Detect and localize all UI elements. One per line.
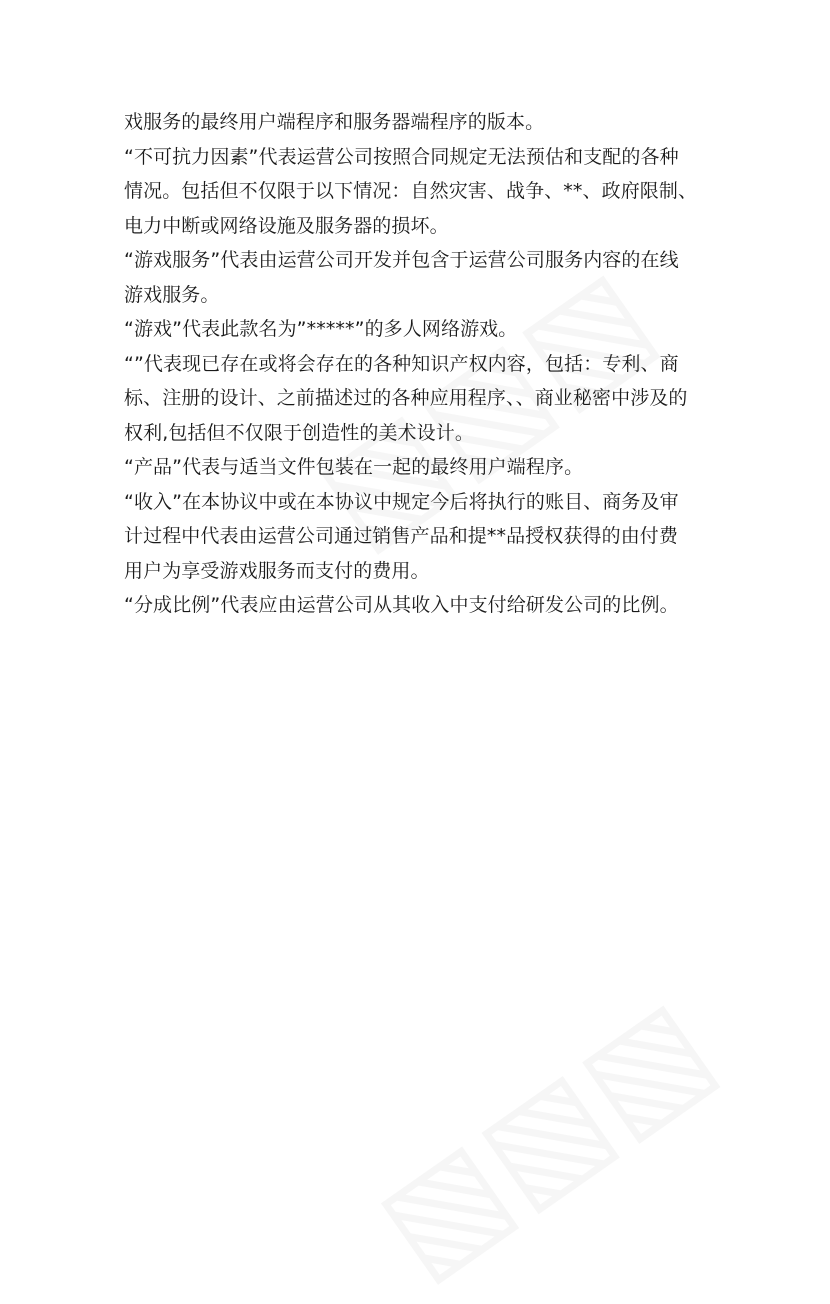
text-line: “收入”在本协议中或在本协议中规定今后将执行的账目、商务及审 [124,490,679,513]
text-line: 戏服务的最终用户端程序和服务器端程序的版本。 [124,111,545,133]
text-line: “分成比例”代表应由运营公司从其收入中支付给研发公司的比例。 [124,594,679,616]
text-line: 计过程中代表由运营公司通过销售产品和提**品授权获得的由付费 [124,525,679,547]
text-line: 用户为享受游戏服务而支付的费用。 [124,559,430,582]
text-line: “产品”代表与适当文件包装在一起的最终用户端程序。 [124,456,584,478]
text-line: 电力中断或网络设施及服务器的损坏。 [124,214,449,237]
text-line: 游戏服务。 [124,283,220,306]
document-body [124,105,724,623]
text-line: 标、注册的设计、之前描述过的各种应用程序、、商业秘密中涉及的 [124,387,688,409]
text-line: “游戏服务”代表由运营公司开发并包含于运营公司服务内容的在线 [124,249,679,271]
watermark [350,968,739,1304]
text-line: 权利,包括但不仅限于创造性的美术设计。 [124,421,474,444]
text-line: “游戏”代表此款名为”*****”的多人网络游戏。 [124,318,518,340]
text-line: “”代表现已存在或将会存在的各种知识产权内容，包括：专利、商 [124,352,679,375]
text-line: 情况。包括但不仅限于以下情况：自然灾害、战争、**、政府限制、 [124,180,698,202]
text-line: “不可抗力因素”代表运营公司按照合同规定无法预估和支配的各种 [124,145,679,168]
